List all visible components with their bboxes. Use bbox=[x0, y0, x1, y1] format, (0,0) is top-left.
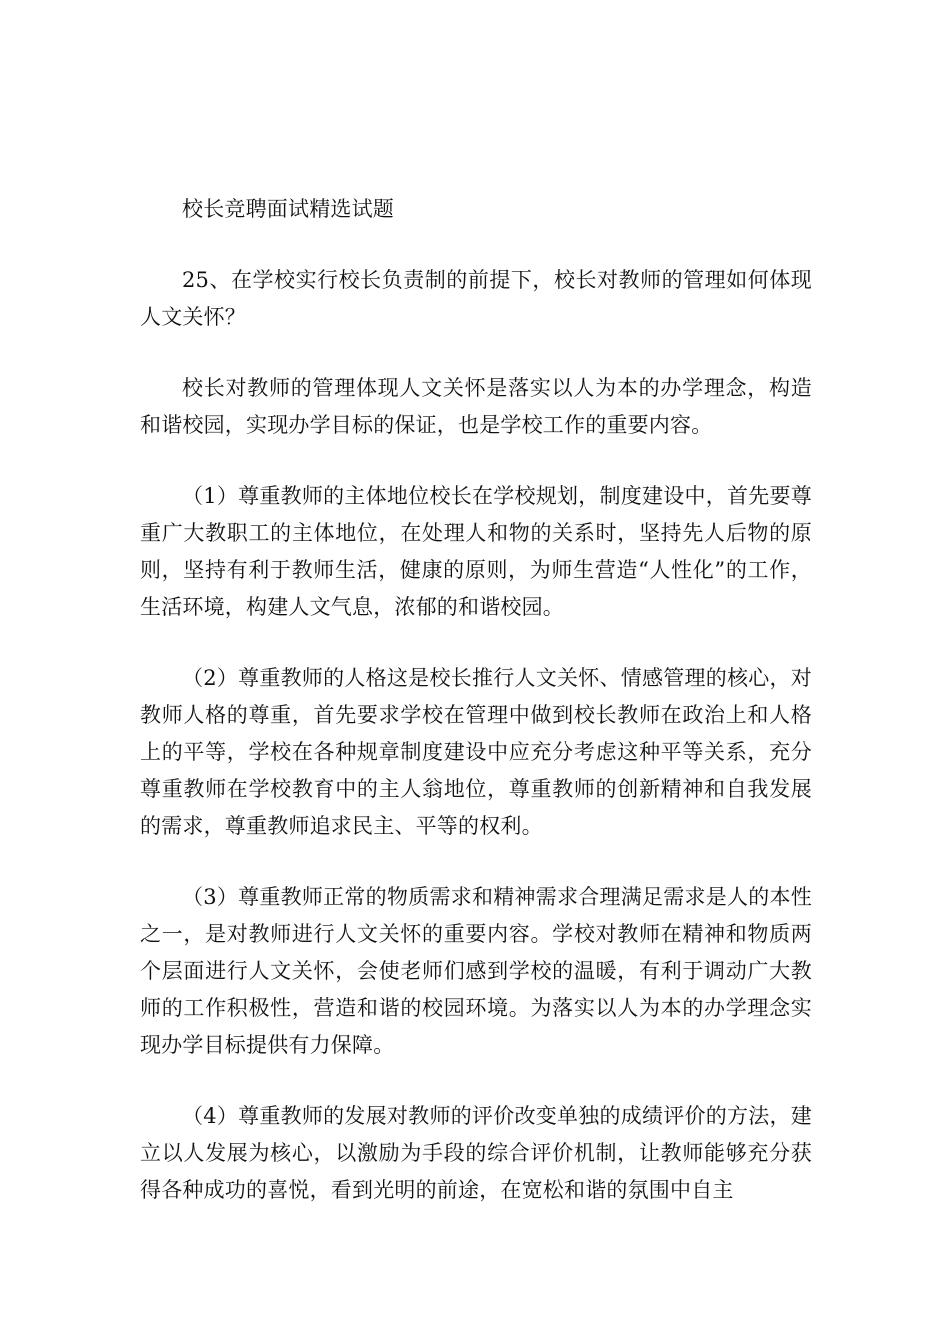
document-title: 校长竞聘面试精选试题 bbox=[182, 197, 394, 221]
answer-point-3-paragraph: （3）尊重教师正常的物质需求和精神需求合理满足需求是人的本性之一，是对教师进行人文关怀的重要内容。学校对教师在精神和物质两个层面进行人文关怀，会使老师们感到学校的温暖，有利于调动广大教师的工作积极性，营造和谐的校园环境。为落实以人为本的办学理念实现办学目标提供有力保障。 bbox=[140, 885, 812, 1057]
document-body bbox=[140, 191, 812, 1243]
answer-intro-paragraph: 校长对教师的管理体现人文关怀是落实以人为本的办学理念，构造和谐校园，实现办学目标的保证，也是学校工作的重要内容。 bbox=[140, 376, 812, 437]
answer-point-1-paragraph: （1）尊重教师的主体地位校长在学校规划，制度建设中，首先要尊重广大教职工的主体地位，在处理人和物的关系时，坚持先人后物的原则，坚持有利于教师生活，健康的原则，为师生营造“人性化”的工作，生活环境，构建人文气息，浓郁的和谐校园。 bbox=[140, 484, 812, 619]
question-paragraph: 25、在学校实行校长负责制的前提下，校长对教师的管理如何体现人文关怀？ bbox=[140, 268, 812, 329]
answer-point-4-paragraph: （4）尊重教师的发展对教师的评价改变单独的成绩评价的方法，建立以人发展为核心，以激励为手段的综合评价机制，让教师能够充分获得各种成功的喜悦，看到光明的前途，在宽松和谐的氛围中自主 bbox=[140, 1104, 812, 1202]
answer-point-2-paragraph: （2）尊重教师的人格这是校长推行人文关怀、情感管理的核心，对教师人格的尊重，首先要求学校在管理中做到校长教师在政治上和人格上的平等，学校在各种规章制度建设中应充分考虑这种平等关系，充分尊重教师在学校教育中的主人翁地位，尊重教师的创新精神和自我发展的需求，尊重教师追求民主、平等的权利。 bbox=[140, 666, 812, 838]
